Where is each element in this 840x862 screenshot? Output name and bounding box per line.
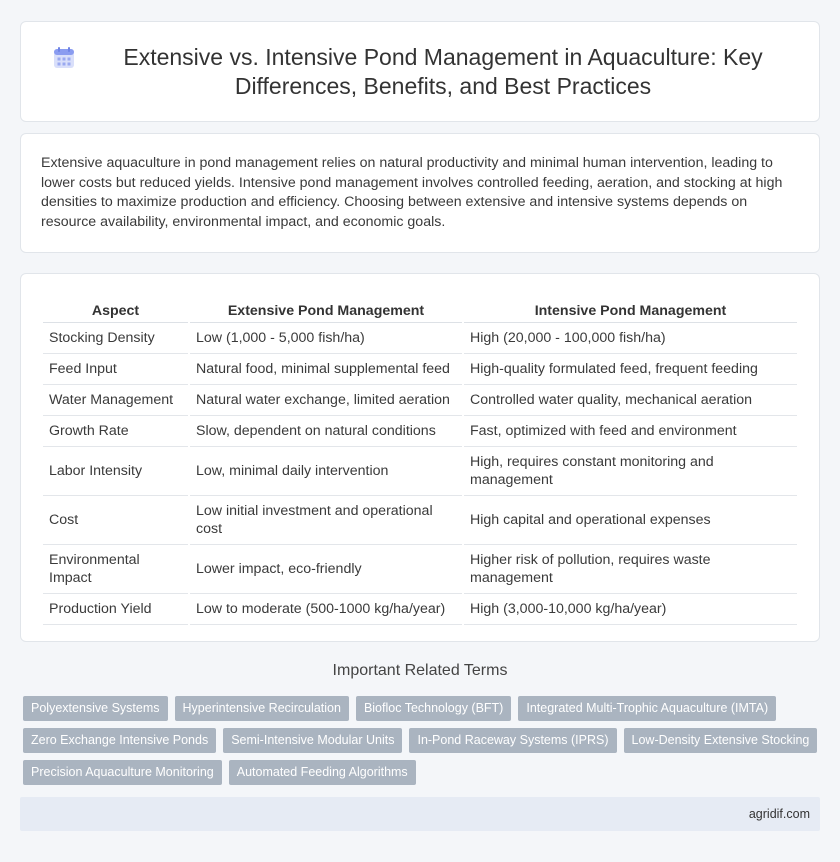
header-extensive: Extensive Pond Management	[189, 294, 463, 322]
header-intensive: Intensive Pond Management	[463, 294, 797, 322]
table-row	[43, 353, 797, 384]
cell-intensive: High-quality formulated feed, frequent feeding	[463, 353, 797, 384]
cell-aspect: Labor Intensity	[43, 446, 189, 495]
cell-extensive: Natural food, minimal supplemental feed	[189, 353, 463, 384]
table-row	[43, 544, 797, 593]
cell-extensive: Low initial investment and operational cost	[189, 495, 463, 544]
term-tag[interactable]: Precision Aquaculture Monitoring	[23, 760, 222, 785]
cell-extensive: Natural water exchange, limited aeration	[189, 384, 463, 415]
intro-card	[20, 133, 820, 253]
title-card	[20, 21, 820, 122]
cell-aspect: Cost	[43, 495, 189, 544]
table-row	[43, 593, 797, 624]
comparison-table	[43, 294, 797, 625]
table-header-row	[43, 294, 797, 322]
cell-extensive: Low to moderate (500-1000 kg/ha/year)	[189, 593, 463, 624]
term-tag[interactable]: In-Pond Raceway Systems (IPRS)	[409, 728, 616, 753]
cell-aspect: Environmental Impact	[43, 544, 189, 593]
comparison-table-card	[20, 273, 820, 642]
cell-extensive: Slow, dependent on natural conditions	[189, 415, 463, 446]
tag-row	[23, 760, 823, 785]
cell-extensive: Low, minimal daily intervention	[189, 446, 463, 495]
cell-intensive: Higher risk of pollution, requires waste management	[463, 544, 797, 593]
cell-aspect: Stocking Density	[43, 322, 189, 353]
related-terms-title: Important Related Terms	[332, 662, 508, 679]
table-row	[43, 415, 797, 446]
tag-row	[23, 728, 823, 753]
cell-aspect: Production Yield	[43, 593, 189, 624]
term-tag[interactable]: Zero Exchange Intensive Ponds	[23, 728, 216, 753]
tag-row	[23, 696, 823, 721]
cell-intensive: High (3,000-10,000 kg/ha/year)	[463, 593, 797, 624]
term-tag[interactable]: Integrated Multi-Trophic Aquaculture (IMTA)	[518, 696, 776, 721]
calendar-icon	[51, 45, 77, 71]
table-row	[43, 446, 797, 495]
cell-intensive: Fast, optimized with feed and environment	[463, 415, 797, 446]
table-row	[43, 322, 797, 353]
footer	[20, 797, 820, 831]
header-aspect: Aspect	[43, 294, 189, 322]
cell-intensive: High (20,000 - 100,000 fish/ha)	[463, 322, 797, 353]
cell-extensive: Lower impact, eco-friendly	[189, 544, 463, 593]
term-tag[interactable]: Polyextensive Systems	[23, 696, 168, 721]
cell-extensive: Low (1,000 - 5,000 fish/ha)	[189, 322, 463, 353]
term-tag[interactable]: Hyperintensive Recirculation	[175, 696, 349, 721]
table-row	[43, 384, 797, 415]
footer-site-link[interactable]: agridif.com	[748, 807, 810, 821]
term-tag[interactable]: Automated Feeding Algorithms	[229, 760, 416, 785]
cell-intensive: Controlled water quality, mechanical aeration	[463, 384, 797, 415]
term-tag[interactable]: Low-Density Extensive Stocking	[624, 728, 818, 753]
cell-aspect: Growth Rate	[43, 415, 189, 446]
intro-paragraph: Extensive aquaculture in pond management relies on natural productivity and minimal human intervention, leading to lower costs but reduced yields. Intensive pond management involves controlled feeding, aeration, and stocking at high densities to maximize production and efficiency. Choosing between extensive and intensive systems depends on resource availability, environmental impact, and economic goals.	[41, 155, 783, 230]
table-row	[43, 495, 797, 544]
cell-aspect: Water Management	[43, 384, 189, 415]
related-terms-tags	[23, 696, 823, 792]
cell-intensive: High, requires constant monitoring and management	[463, 446, 797, 495]
cell-intensive: High capital and operational expenses	[463, 495, 797, 544]
term-tag[interactable]: Biofloc Technology (BFT)	[356, 696, 511, 721]
title-wrap	[21, 43, 819, 101]
cell-aspect: Feed Input	[43, 353, 189, 384]
term-tag[interactable]: Semi-Intensive Modular Units	[223, 728, 402, 753]
page-title: Extensive vs. Intensive Pond Management in Aquaculture: Key Differences, Benefits, and Best Practices	[123, 43, 763, 99]
